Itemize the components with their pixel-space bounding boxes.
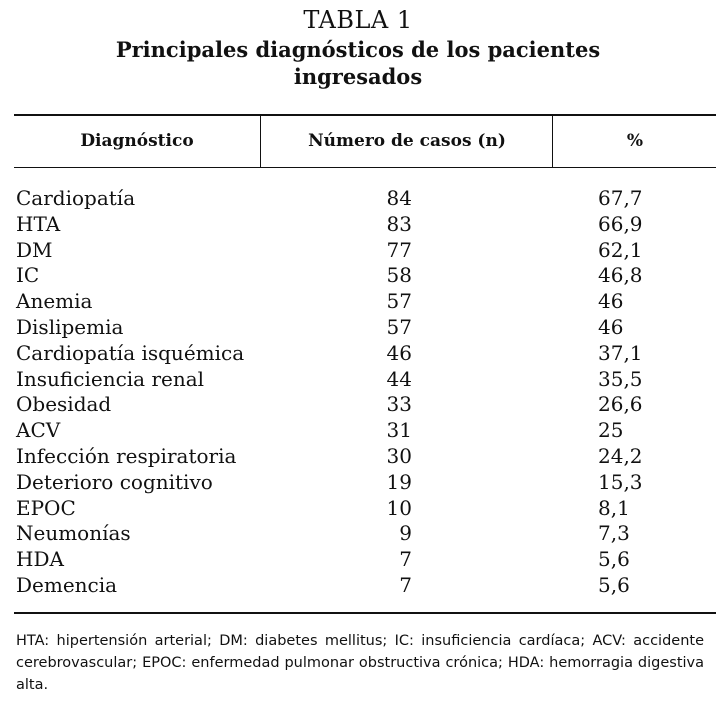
diagnosis-cell: DM: [16, 237, 53, 262]
count-cell: 31: [386, 418, 412, 443]
table-footnote: HTA: hipertensión arterial; DM: diabetes mellitus; IC: insuficiencia cardíaca; ACV: accidente cerebrovascular; EPOC: enfermedad pulmonar obstructiva crónica; HDA: hemorragia digestiva alta.: [16, 633, 704, 693]
percent-cell: 26,6: [598, 392, 643, 417]
table-row: [14, 418, 716, 444]
table-body: [14, 186, 716, 599]
diagnosis-cell: Dislipemia: [16, 314, 124, 339]
percent-cell: 5,6: [598, 572, 630, 597]
table-row: [14, 212, 716, 238]
header-divider: [552, 116, 553, 167]
diagnosis-cell: Insuficiencia renal: [16, 366, 205, 391]
count-cell: 44: [386, 366, 412, 391]
table-row: [14, 547, 716, 573]
diagnosis-cell: IC: [16, 263, 40, 288]
percent-cell: 46: [598, 314, 624, 339]
percent-cell: 5,6: [598, 547, 630, 572]
percent-cell: 24,2: [598, 443, 643, 468]
diagnosis-cell: Anemia: [16, 289, 93, 314]
percent-cell: 67,7: [598, 186, 643, 210]
diagnosis-cell: HTA: [16, 211, 61, 236]
table-row: [14, 186, 716, 212]
table-header-row: [14, 116, 716, 167]
count-cell: 10: [386, 495, 412, 520]
table-caption: [0, 6, 716, 90]
table-row: [14, 444, 716, 470]
table-row: [14, 341, 716, 367]
diagnosis-cell: Deterioro cognitivo: [16, 469, 213, 494]
diagnosis-cell: Cardiopatía: [16, 186, 136, 210]
diagnosis-cell: HDA: [16, 547, 64, 572]
table-row: [14, 315, 716, 341]
percent-cell: 66,9: [598, 211, 643, 236]
count-cell: 7: [399, 547, 412, 572]
percent-cell: 15,3: [598, 469, 643, 494]
header-percent: %: [626, 131, 644, 151]
percent-cell: 46: [598, 289, 624, 314]
header-diagnosis: Diagnóstico: [80, 131, 194, 151]
table-row: [14, 289, 716, 315]
diagnosis-cell: Infección respiratoria: [16, 443, 237, 468]
percent-cell: 7,3: [598, 521, 630, 546]
table-row: [14, 392, 716, 418]
table-title: Principales diagnósticos de los pacientes ingresados: [115, 37, 601, 89]
count-cell: 46: [386, 340, 412, 365]
table-number: TABLA 1: [303, 6, 413, 34]
count-cell: 84: [386, 186, 412, 210]
count-cell: 57: [386, 289, 412, 314]
count-cell: 58: [386, 263, 412, 288]
percent-cell: 25: [598, 418, 624, 443]
count-cell: 83: [386, 211, 412, 236]
count-cell: 30: [386, 443, 412, 468]
count-cell: 7: [399, 572, 412, 597]
table-row: [14, 496, 716, 522]
diagnosis-cell: Neumonías: [16, 521, 131, 546]
header-divider: [260, 116, 261, 167]
table-row: [14, 367, 716, 393]
table-row: [14, 238, 716, 264]
header-rule: [14, 167, 716, 168]
percent-cell: 62,1: [598, 237, 643, 262]
header-count: Número de casos (n): [308, 131, 506, 151]
diagnosis-cell: ACV: [16, 418, 61, 443]
diagnosis-cell: Cardiopatía isquémica: [16, 340, 245, 365]
diagnosis-cell: Demencia: [16, 572, 118, 597]
diagnosis-cell: Obesidad: [16, 392, 112, 417]
percent-cell: 46,8: [598, 263, 643, 288]
percent-cell: 35,5: [598, 366, 643, 391]
count-cell: 33: [386, 392, 412, 417]
percent-cell: 8,1: [598, 495, 630, 520]
count-cell: 19: [386, 469, 412, 494]
diagnosis-cell: EPOC: [16, 495, 76, 520]
table-row: [14, 470, 716, 496]
table-row: [14, 521, 716, 547]
table-row: [14, 573, 716, 599]
count-cell: 57: [386, 314, 412, 339]
bottom-rule: [14, 612, 716, 614]
percent-cell: 37,1: [598, 340, 643, 365]
count-cell: 77: [386, 237, 412, 262]
table-row: [14, 263, 716, 289]
count-cell: 9: [399, 521, 412, 546]
